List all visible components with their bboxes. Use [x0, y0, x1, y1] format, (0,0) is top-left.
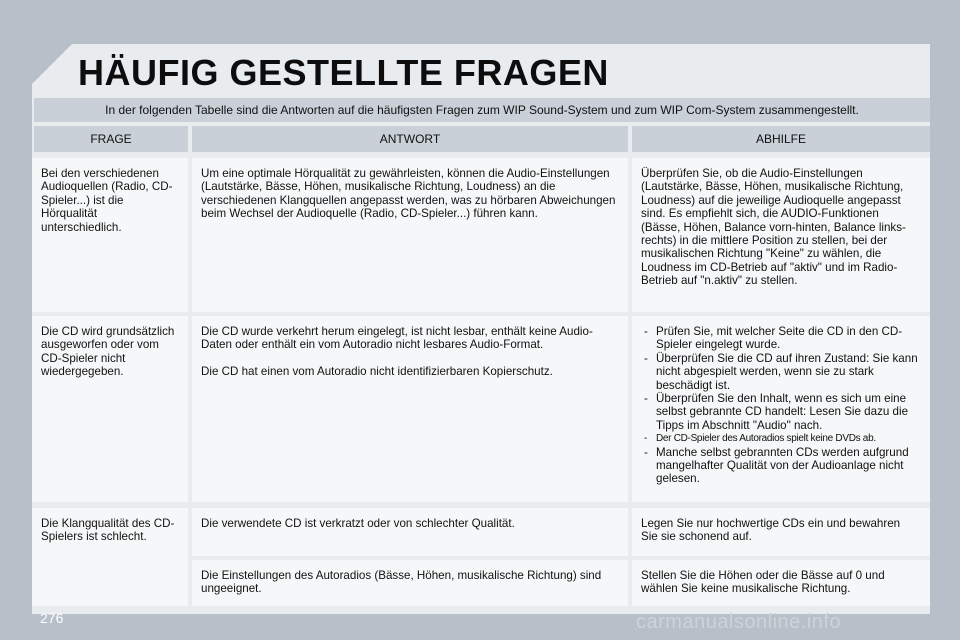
list-item: - Der CD-Spieler des Autoradios spielt keine DVDs ab.: [641, 432, 920, 445]
row-2-antwort-text-1: Die CD wurde verkehrt herum eingelegt, ist nicht lesbar, enthält keine Audio-Daten oder enthält ein vom Autoradio nicht lesbares Audio-Format.: [201, 325, 593, 352]
column-header-antwort: ANTWORT: [192, 126, 628, 152]
list-item: - Überprüfen Sie den Inhalt, wenn es sich um eine selbst gebrannte CD handelt: Lesen Sie dazu die Tipps im Abschnitt "Audio" nach.: [641, 392, 920, 432]
row-1-abhilfe: [632, 158, 930, 312]
row-2-frage-text: Die CD wird grundsätzlich ausgeworfen oder vom CD-Spieler nicht wiedergegeben.: [41, 325, 175, 379]
row-2-frage: [32, 316, 188, 502]
row-2-abhilfe: [632, 316, 930, 502]
row-3-abhilfe-text-1: Legen Sie nur hochwertige CDs ein und bewahren Sie sie schonend auf.: [641, 517, 901, 544]
column-header-abhilfe: ABHILFE: [632, 126, 930, 152]
row-2-abhilfe-list: [641, 325, 920, 486]
list-item: - Manche selbst gebrannten CDs werden aufgrund mangelhafter Qualität von der Audioanlage nicht gelesen.: [641, 446, 920, 486]
row-3-frage-text: Die Klangqualität des CD-Spielers ist schlecht.: [41, 517, 175, 544]
row-1-frage: [32, 158, 188, 312]
list-item: - Überprüfen Sie die CD auf ihren Zustand: Sie kann nicht abgespielt werden, wenn sie zu stark beschädigt ist.: [641, 352, 920, 392]
row-3-antwort-2: [192, 560, 628, 606]
row-3-abhilfe-2: [632, 560, 930, 606]
row-2-antwort: [192, 316, 628, 502]
page-number: 276: [40, 610, 64, 626]
row-1-antwort: [192, 158, 628, 312]
row-3-antwort-text-2: Die Einstellungen des Autoradios (Bässe, Höhen, musikalische Richtung) sind ungeeignet.: [201, 569, 602, 596]
row-3-antwort-text-1: Die verwendete CD ist verkratzt oder von schlechter Qualität.: [201, 517, 515, 530]
row-1-antwort-text: Um eine optimale Hörqualität zu gewährleisten, können die Audio-Einstellungen (Lautstärke, Bässe, Höhen, musikalische Richtung, Loudness) an die verschiedenen Klangquellen angepasst werden, was zu hörbaren Abweichungen beim Wechsel der Audioquelle (Radio, CD-Spieler...) führen kann.: [201, 167, 616, 221]
row-1-abhilfe-text: Überprüfen Sie, ob die Audio-Einstellungen (Lautstärke, Bässe, Höhen, musikalische Richtung, Loudness) auf die jeweilige Audioquelle angepasst sind. Es empfiehlt sich, die AUDIO-Funktionen (Bässe, Höhen, Balance vorn-hinten, Balance links-rechts) in die mittlere Position zu stellen, bei der musikalischen Richtung "Keine" zu wählen, die Loudness im CD-Betrieb auf "aktiv" und im Radio-Betrieb auf "n.aktiv" zu stellen.: [641, 167, 906, 288]
intro-text: In der folgenden Tabelle sind die Antworten auf die häufigsten Fragen zum WIP Sound-System und zum WIP Com-System zusammengestellt.: [34, 98, 930, 122]
row-1-frage-text: Bei den verschiedenen Audioquellen (Radio, CD-Spieler...) ist die Hörqualität unterschiedlich.: [41, 167, 173, 234]
row-3-frage: [32, 508, 188, 606]
row-3-abhilfe-1: [632, 508, 930, 556]
watermark: carmanualsonline.info: [636, 611, 842, 633]
page-title: HÄUFIG GESTELLTE FRAGEN: [78, 52, 609, 93]
row-3-antwort-1: [192, 508, 628, 556]
row-2-antwort-text-2: Die CD hat einen vom Autoradio nicht identifizierbaren Kopierschutz.: [201, 364, 553, 378]
row-3-abhilfe-text-2: Stellen Sie die Höhen oder die Bässe auf 0 und wählen Sie keine musikalische Richtung.: [641, 569, 885, 596]
column-header-frage: FRAGE: [34, 126, 188, 152]
list-item: - Prüfen Sie, mit welcher Seite die CD in den CD-Spieler eingelegt wurde.: [641, 325, 920, 352]
